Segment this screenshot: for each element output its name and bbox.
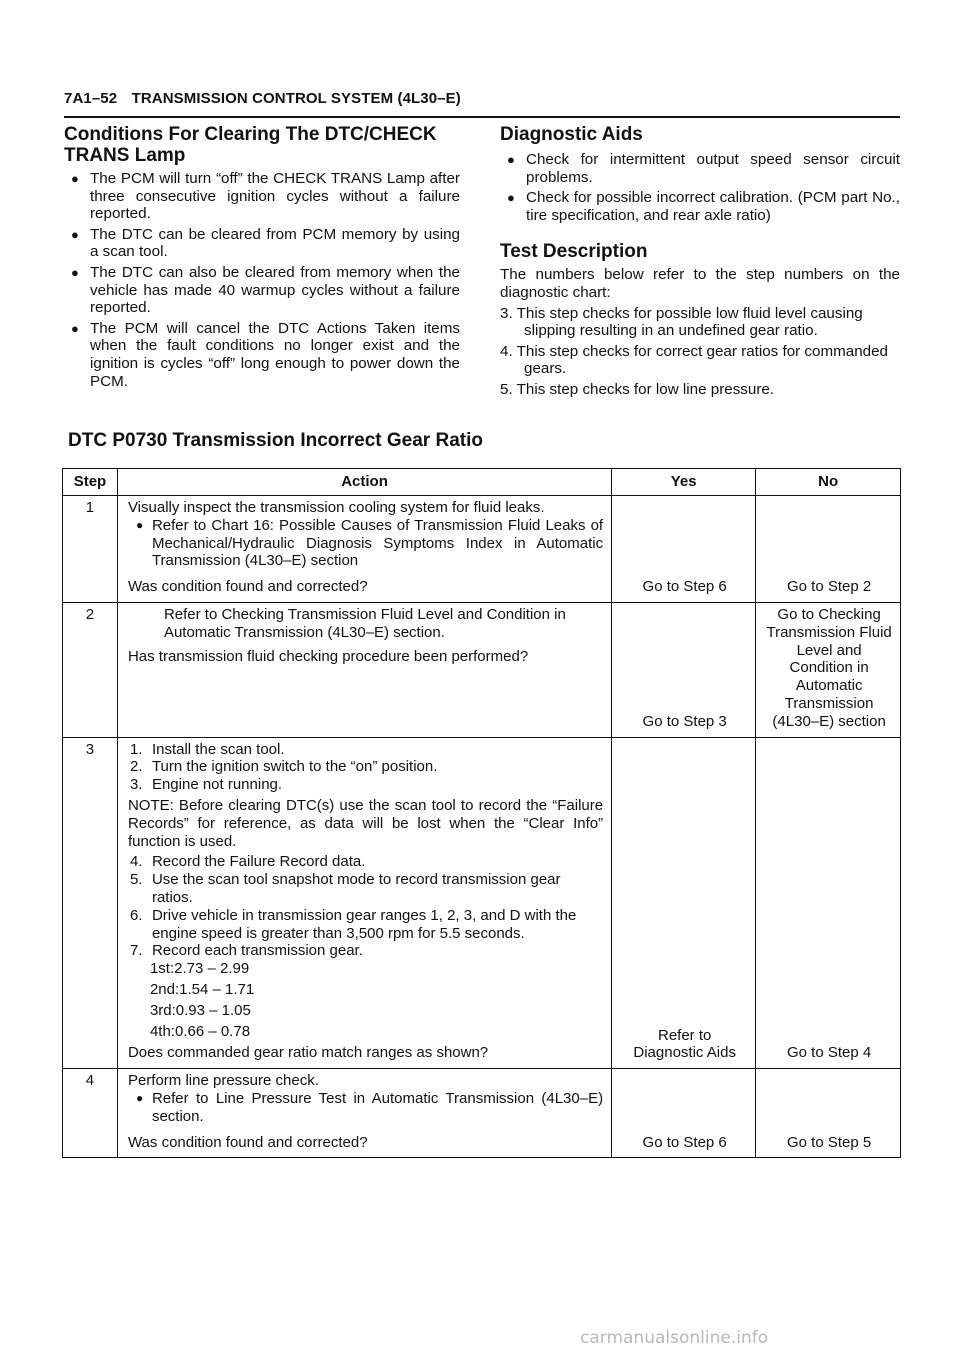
action-steps xyxy=(128,853,603,960)
list-item: ● Refer to Chart 16: Possible Causes of Transmission Fluid Leaks of Mechanical/Hydraulic Diagnosis Symptoms Index in Automatic Transmission (4L30–E) section xyxy=(135,516,604,570)
action-cell xyxy=(117,1069,611,1158)
gear-ratio: 3rd:0.93 – 1.05 xyxy=(149,1001,251,1019)
action-cell xyxy=(117,602,611,737)
disc-bullet-icon: ● xyxy=(507,190,515,206)
header-yes: Yes xyxy=(612,469,756,496)
gear-ratio: 2nd:1.54 – 1.71 xyxy=(149,980,255,998)
header-action: Action xyxy=(117,469,611,496)
test-description-item: 4. This step checks for correct gear ratios for commanded gears. xyxy=(500,342,889,378)
header-step: Step xyxy=(63,469,118,496)
test-description-item: 5. This step checks for low line pressure. xyxy=(500,380,775,398)
diagnostic-aids-section xyxy=(500,124,900,402)
page-number: 7A1–52 xyxy=(64,90,118,107)
step-number: 2 xyxy=(63,602,118,737)
test-description-item: 3. This step checks for possible low fluid level causing slipping resulting in an undefined gear ratio. xyxy=(500,304,863,340)
watermark: carmanualsonline.info xyxy=(580,1328,769,1348)
list-item: 4. Record the Failure Record data. xyxy=(129,853,366,871)
diagnostic-aids-list xyxy=(500,151,900,224)
gear-ratio: 4th:0.66 – 0.78 xyxy=(149,1022,251,1040)
header-no: No xyxy=(756,469,901,496)
test-description-intro: The numbers below refer to the step numbers on the diagnostic chart: xyxy=(500,266,900,301)
disc-bullet-icon: ● xyxy=(71,320,79,336)
disc-bullet-icon: ● xyxy=(71,264,79,280)
test-description-heading: Test Description xyxy=(500,241,648,263)
gear-ratio-list xyxy=(128,960,603,1040)
action-question: Was condition found and corrected? xyxy=(127,578,368,596)
conditions-heading: Conditions For Clearing The DTC/CHECK TRANS Lamp xyxy=(64,124,437,166)
disc-bullet-icon: ● xyxy=(71,171,79,186)
yes-cell: Go to Step 6 xyxy=(612,496,756,603)
list-item: 7. Record each transmission gear. xyxy=(129,942,363,960)
page-header xyxy=(64,90,900,108)
yes-cell: Go to Step 3 xyxy=(612,602,756,737)
list-item: ● The DTC can be cleared from PCM memory by using a scan tool. xyxy=(71,225,460,261)
action-bullets xyxy=(128,1090,603,1126)
table-header-row xyxy=(63,469,901,496)
action-note: NOTE: Before clearing DTC(s) use the scan tool to record the “Failure Records” for reference, as data will be lost when the “Clear Info” function is used. xyxy=(127,796,604,850)
table-title: DTC P0730 Transmission Incorrect Gear Ratio xyxy=(68,430,483,451)
list-item: ● Check for possible incorrect calibration. (PCM part No., tire specification, and rear axle ratio) xyxy=(507,189,900,224)
list-item: ● The PCM will turn “off” the CHECK TRANS Lamp after three consecutive ignition cycles without a failure reported. xyxy=(71,170,460,223)
list-item: 6. Drive vehicle in transmission gear ranges 1, 2, 3, and D with the engine speed is greater than 3,500 rpm for 5.5 seconds. xyxy=(129,906,577,942)
no-cell: Go to Step 2 xyxy=(756,496,901,603)
gear-ratio: 1st:2.73 – 2.99 xyxy=(149,960,250,978)
diagnostic-aids-heading: Diagnostic Aids xyxy=(500,124,643,145)
action-cell xyxy=(117,496,611,603)
action-question: Does commanded gear ratio match ranges as shown? xyxy=(127,1044,489,1062)
yes-cell: Go to Step 6 xyxy=(612,1069,756,1158)
list-item: 5. Use the scan tool snapshot mode to record transmission gear ratios. xyxy=(129,871,561,906)
no-cell: Go to Step 4 xyxy=(756,737,901,1069)
list-item: ● Check for intermittent output speed sensor circuit problems. xyxy=(507,151,900,186)
list-item: ● The DTC can also be cleared from memory when the vehicle has made 40 warmup cycles without a failure reported. xyxy=(71,263,460,317)
no-cell: Go to Checking Transmission Fluid Level and Condition in Automatic Transmission (4L30–E) section xyxy=(756,602,901,737)
yes-cell: Refer to Diagnostic Aids xyxy=(612,737,756,1069)
disc-bullet-icon: ● xyxy=(135,517,144,532)
action-text: Visually inspect the transmission cooling system for fluid leaks. xyxy=(127,499,545,516)
step-number: 4 xyxy=(63,1069,118,1158)
action-steps xyxy=(128,741,603,794)
section-title: TRANSMISSION CONTROL SYSTEM (4L30–E) xyxy=(131,90,461,107)
header-rule xyxy=(64,116,900,118)
action-question: Was condition found and corrected? xyxy=(127,1133,368,1151)
step-number: 3 xyxy=(63,737,118,1069)
diagnostic-table xyxy=(62,468,901,1158)
action-text: Perform line pressure check. xyxy=(127,1072,319,1090)
conditions-list xyxy=(64,170,460,390)
action-text: Refer to Checking Transmission Fluid Level and Condition in Automatic Transmission (4L30–E) section. xyxy=(163,605,566,641)
table-row xyxy=(63,602,901,737)
list-item: 3. Engine not running. xyxy=(129,776,283,794)
disc-bullet-icon: ● xyxy=(135,1090,144,1105)
list-item: 1. Install the scan tool. xyxy=(129,740,285,758)
table-row xyxy=(63,737,901,1069)
disc-bullet-icon: ● xyxy=(71,226,79,242)
list-item: ● Refer to Line Pressure Test in Automatic Transmission (4L30–E) section. xyxy=(135,1089,604,1125)
table-row xyxy=(63,496,901,603)
action-cell xyxy=(117,737,611,1069)
action-bullets xyxy=(128,517,603,570)
action-question: Has transmission fluid checking procedure been performed? xyxy=(127,647,529,665)
list-item: 2. Turn the ignition switch to the “on” position. xyxy=(129,758,438,776)
step-number: 1 xyxy=(63,496,118,603)
table-row xyxy=(63,1069,901,1158)
list-item: ● The PCM will cancel the DTC Actions Taken items when the fault conditions no longer exist and the ignition is cycles “off” long enough to power down the PCM. xyxy=(71,319,460,390)
disc-bullet-icon: ● xyxy=(507,152,515,167)
no-cell: Go to Step 5 xyxy=(756,1069,901,1158)
conditions-section xyxy=(64,124,460,393)
